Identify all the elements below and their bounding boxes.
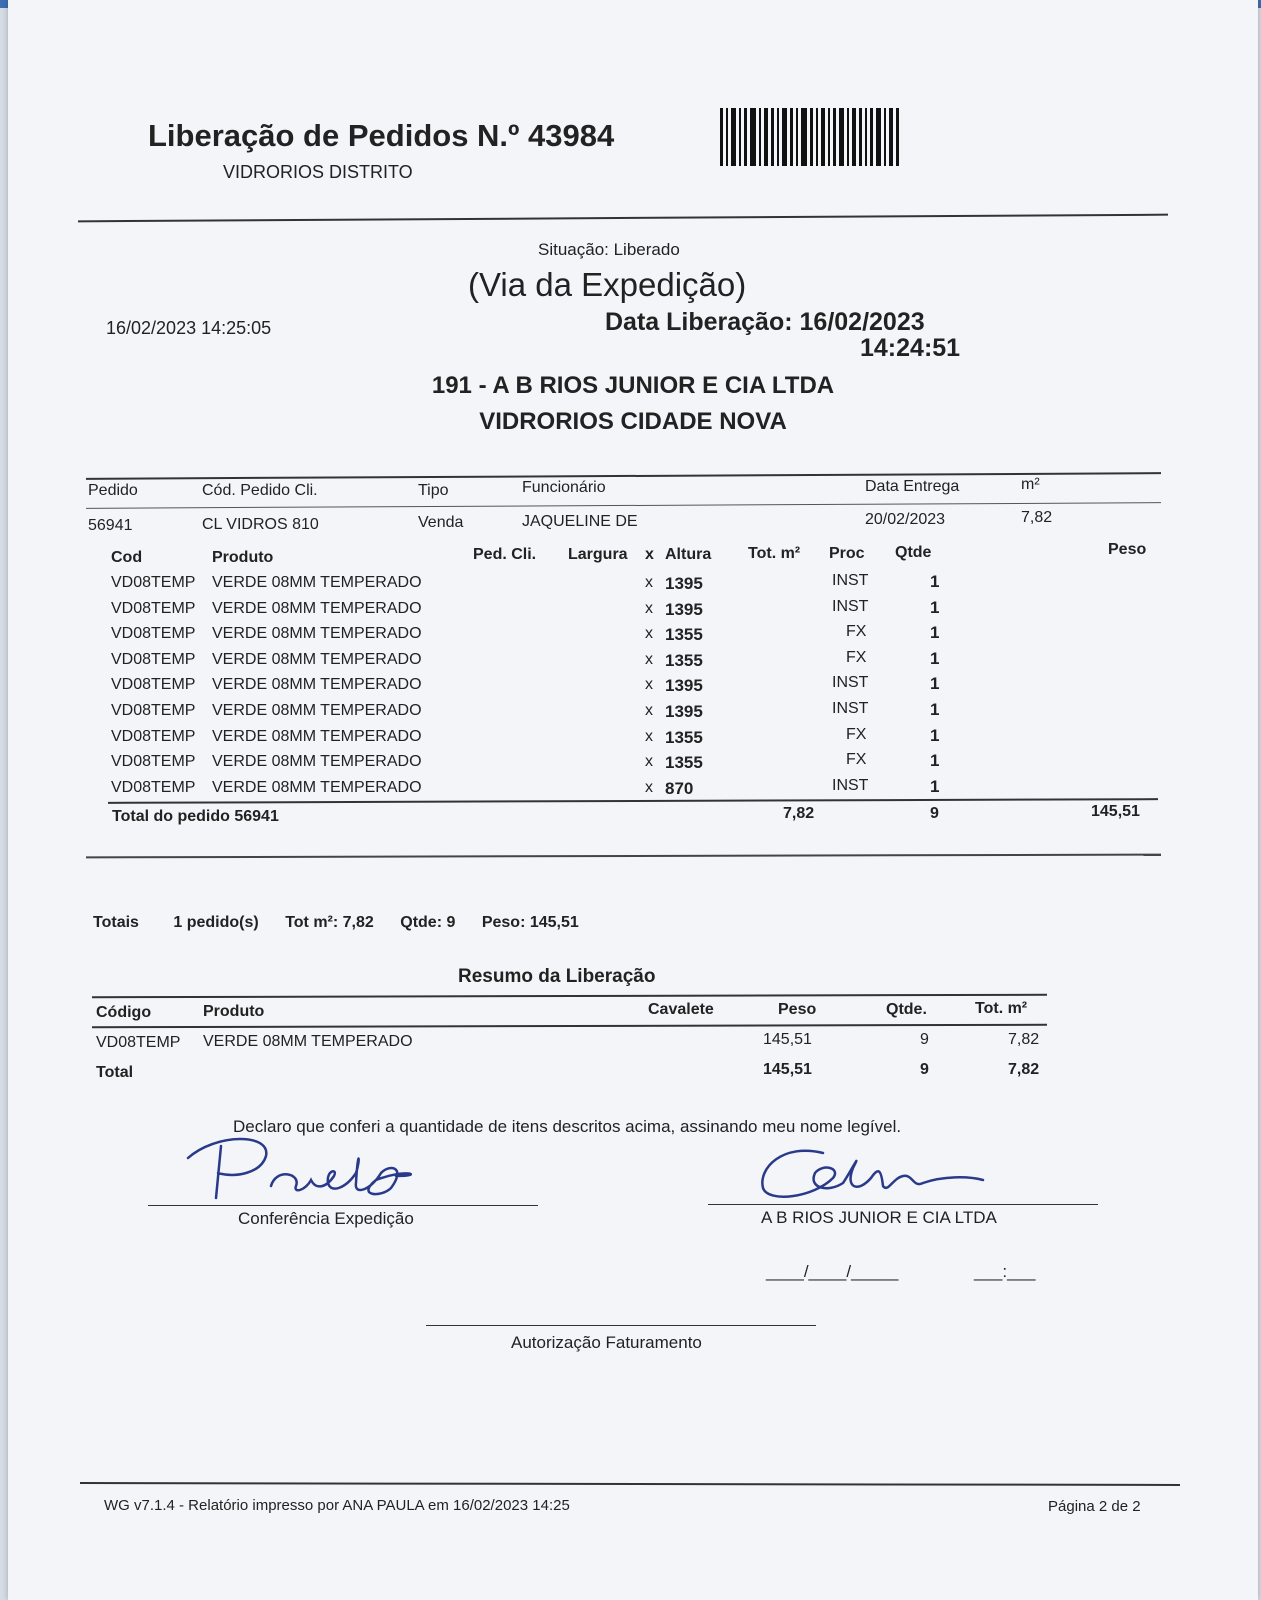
order-header-top-line: [86, 472, 1161, 480]
item-produto: VERDE 08MM TEMPERADO: [212, 753, 422, 771]
barcode-bar: [726, 108, 728, 166]
company-name: VIDRORIOS DISTRITO: [223, 162, 413, 182]
barcode: [720, 108, 910, 166]
barcode-bar: [720, 108, 723, 166]
barcode-bar: [870, 108, 873, 166]
summary-col-qtde: Qtde.: [886, 1001, 927, 1018]
item-x: x: [645, 625, 653, 643]
declaration-text: Declaro que conferi a quantidade de itens descritos acima, assinando meu nome legível.: [233, 1117, 902, 1136]
summary-row-qtde: 9: [920, 1031, 929, 1048]
summary-col-cavalete: Cavalete: [648, 1001, 714, 1018]
summary-col-produto: Produto: [203, 1003, 265, 1020]
barcode-bar: [828, 108, 830, 166]
order-end-line: [86, 854, 1161, 859]
page-number: Página 2 de 2: [1048, 1498, 1141, 1515]
item-proc: INST: [832, 700, 869, 717]
item-x: x: [645, 727, 653, 745]
signature-line-right: [708, 1204, 1098, 1205]
order-total-m2: 7,82: [783, 805, 815, 822]
item-altura: 1395: [665, 702, 703, 721]
item-qtde: 1: [930, 700, 940, 719]
order-value-funcionario: JAQUELINE DE: [522, 513, 638, 530]
order-value-pedido: 56941: [88, 517, 133, 534]
item-qtde: 1: [930, 597, 940, 617]
barcode-bar: [859, 108, 862, 166]
summary-row-codigo: VD08TEMP: [96, 1034, 181, 1051]
barcode-bar: [852, 108, 856, 166]
barcode-bar: [810, 108, 813, 166]
summary-header-line: [92, 1024, 1047, 1029]
item-cod: VD08TEMP: [111, 753, 196, 771]
order-total-qtde: 9: [930, 805, 939, 822]
footer-report-info: WG v7.1.4 - Relatório impresso por ANA PAULA em 16/02/2023 14:25: [104, 1497, 570, 1514]
client-branch: VIDRORIOS CIDADE NOVA: [479, 408, 787, 435]
item-altura: 1395: [665, 599, 703, 619]
order-value-tipo: Venda: [418, 514, 464, 531]
header-divider: [78, 214, 1168, 223]
document-title: Liberação de Pedidos N.º 43984: [148, 118, 615, 153]
barcode-bar: [759, 108, 761, 166]
item-cod: VD08TEMP: [111, 650, 196, 668]
client-signature: [753, 1138, 1013, 1208]
client-name: 191 - A B RIOS JUNIOR E CIA LTDA: [431, 372, 835, 399]
signature-caption-left: Conferência Expedição: [238, 1209, 414, 1228]
barcode-bar: [896, 108, 899, 166]
order-value-cod: CL VIDROS 810: [202, 516, 319, 533]
authorization-line: [426, 1325, 816, 1326]
items-col-totm2: Tot. m²: [748, 545, 801, 562]
release-time: 14:24:51: [860, 334, 961, 362]
summary-row-totm2: 7,82: [1008, 1031, 1040, 1048]
item-proc: FX: [846, 725, 867, 743]
barcode-bar: [865, 108, 867, 166]
barcode-bar: [790, 108, 793, 166]
item-proc: FX: [846, 648, 867, 666]
item-produto: VERDE 08MM TEMPERADO: [212, 778, 422, 796]
items-col-proc: Proc: [829, 545, 865, 562]
summary-total-label: Total: [96, 1064, 134, 1081]
summary-total-peso: 145,51: [763, 1061, 812, 1078]
item-altura: 1395: [665, 574, 703, 593]
barcode-bar: [744, 108, 747, 166]
items-col-altura: Altura: [665, 546, 712, 563]
item-x: x: [645, 753, 653, 771]
item-qtde: 1: [930, 572, 940, 591]
order-label-tipo: Tipo: [418, 482, 449, 499]
summary-title: Resumo da Liberação: [458, 966, 656, 987]
item-x: x: [645, 676, 653, 694]
item-x: x: [645, 599, 653, 617]
summary-top-line: [92, 994, 1047, 999]
totals-m2: Tot m²: 7,82: [285, 914, 374, 931]
release-date: Data Liberação: 16/02/2023: [605, 308, 925, 336]
barcode-bar: [777, 108, 779, 166]
item-produto: VERDE 08MM TEMPERADO: [212, 702, 422, 719]
barcode-bar: [739, 108, 741, 166]
item-cod: VD08TEMP: [111, 778, 196, 796]
barcode-bar: [833, 108, 836, 166]
summary-col-peso: Peso: [778, 1001, 817, 1018]
items-col-cod: Cod: [111, 549, 143, 566]
barcode-bar: [821, 108, 825, 166]
item-produto: VERDE 08MM TEMPERADO: [212, 650, 422, 668]
items-col-produto: Produto: [212, 549, 274, 566]
barcode-bar: [771, 108, 774, 166]
barcode-bar: [876, 108, 881, 166]
barcode-bar: [889, 108, 893, 166]
summary-row-peso: 145,51: [763, 1031, 812, 1048]
item-x: x: [645, 702, 653, 719]
item-proc: FX: [846, 623, 867, 641]
order-header-bottom-line: [86, 502, 1161, 509]
item-proc: INST: [832, 572, 869, 589]
item-qtde: 1: [930, 623, 940, 643]
expedition-signature: [176, 1128, 516, 1208]
item-produto: VERDE 08MM TEMPERADO: [212, 625, 422, 643]
order-label-funcionario: Funcionário: [522, 479, 606, 496]
time-blank: ___:___: [974, 1262, 1036, 1281]
order-total-label: Total do pedido 56941: [112, 808, 279, 825]
summary-col-totm2: Tot. m²: [975, 1000, 1028, 1017]
barcode-bar: [782, 108, 787, 166]
summary-col-codigo: Código: [96, 1004, 152, 1021]
order-value-entrega: 20/02/2023: [865, 511, 946, 528]
totals-pedidos: 1 pedido(s): [173, 914, 259, 931]
item-qtde: 1: [930, 776, 940, 796]
signature-caption-right: A B RIOS JUNIOR E CIA LTDA: [761, 1208, 997, 1227]
copy-type: (Via da Expedição): [468, 266, 747, 303]
item-altura: 1355: [665, 650, 703, 670]
totals-label: Totais: [93, 914, 139, 931]
barcode-bar: [764, 108, 768, 166]
item-qtde: 1: [930, 751, 940, 771]
barcode-bar: [816, 108, 818, 166]
item-produto: VERDE 08MM TEMPERADO: [212, 574, 422, 591]
order-value-m2: 7,82: [1021, 509, 1053, 526]
item-altura: 1355: [665, 753, 703, 773]
barcode-bar: [750, 108, 756, 166]
item-altura: 1355: [665, 727, 703, 747]
print-timestamp: 16/02/2023 14:25:05: [106, 318, 272, 338]
item-qtde: 1: [930, 648, 940, 668]
order-label-cod: Cód. Pedido Cli.: [202, 482, 318, 499]
summary-row-produto: VERDE 08MM TEMPERADO: [203, 1033, 413, 1050]
item-altura: 870: [665, 778, 694, 798]
item-x: x: [645, 650, 653, 668]
summary-total-totm2: 7,82: [1008, 1061, 1040, 1078]
authorization-caption: Autorização Faturamento: [511, 1333, 702, 1352]
item-x: x: [645, 574, 653, 591]
item-proc: INST: [832, 674, 869, 692]
items-total-line: [108, 798, 1158, 804]
items-col-peso: Peso: [1108, 541, 1147, 558]
date-blank: ____/____/_____: [766, 1262, 899, 1281]
items-col-largura: Largura: [568, 546, 628, 563]
summary-total-qtde: 9: [920, 1061, 929, 1078]
order-total-peso: 145,51: [1091, 803, 1140, 820]
footer-line: [80, 1482, 1180, 1486]
item-cod: VD08TEMP: [111, 599, 196, 617]
item-proc: INST: [832, 776, 869, 794]
item-x: x: [645, 778, 653, 796]
item-cod: VD08TEMP: [111, 702, 196, 719]
barcode-bar: [796, 108, 798, 166]
barcode-bar: [731, 108, 736, 166]
item-proc: FX: [846, 751, 867, 769]
item-cod: VD08TEMP: [111, 625, 196, 643]
item-cod: VD08TEMP: [111, 676, 196, 694]
barcode-bar: [839, 108, 844, 166]
signature-line-left: [148, 1205, 538, 1206]
barcode-bar: [801, 108, 807, 166]
grand-totals: [93, 914, 601, 932]
item-produto: VERDE 08MM TEMPERADO: [212, 727, 422, 745]
totals-qtde: Qtde: 9: [400, 914, 456, 931]
item-produto: VERDE 08MM TEMPERADO: [212, 676, 422, 694]
status-label: Situação: Liberado: [538, 240, 680, 259]
order-label-pedido: Pedido: [88, 482, 138, 499]
item-cod: VD08TEMP: [111, 727, 196, 745]
barcode-bar: [847, 108, 849, 166]
order-label-m2: m²: [1021, 476, 1040, 493]
totals-peso: Peso: 145,51: [481, 914, 579, 931]
document-page: [8, 0, 1258, 1600]
item-qtde: 1: [930, 725, 940, 745]
items-col-qtde: Qtde: [895, 544, 932, 561]
item-qtde: 1: [930, 674, 940, 694]
item-produto: VERDE 08MM TEMPERADO: [212, 599, 422, 617]
item-altura: 1355: [665, 625, 703, 645]
items-col-pedcli: Ped. Cli.: [473, 546, 537, 563]
order-label-entrega: Data Entrega: [865, 478, 960, 495]
item-altura: 1395: [665, 676, 703, 696]
items-col-x: x: [645, 546, 654, 563]
item-cod: VD08TEMP: [111, 574, 196, 591]
item-proc: INST: [832, 597, 869, 615]
barcode-bar: [884, 108, 886, 166]
